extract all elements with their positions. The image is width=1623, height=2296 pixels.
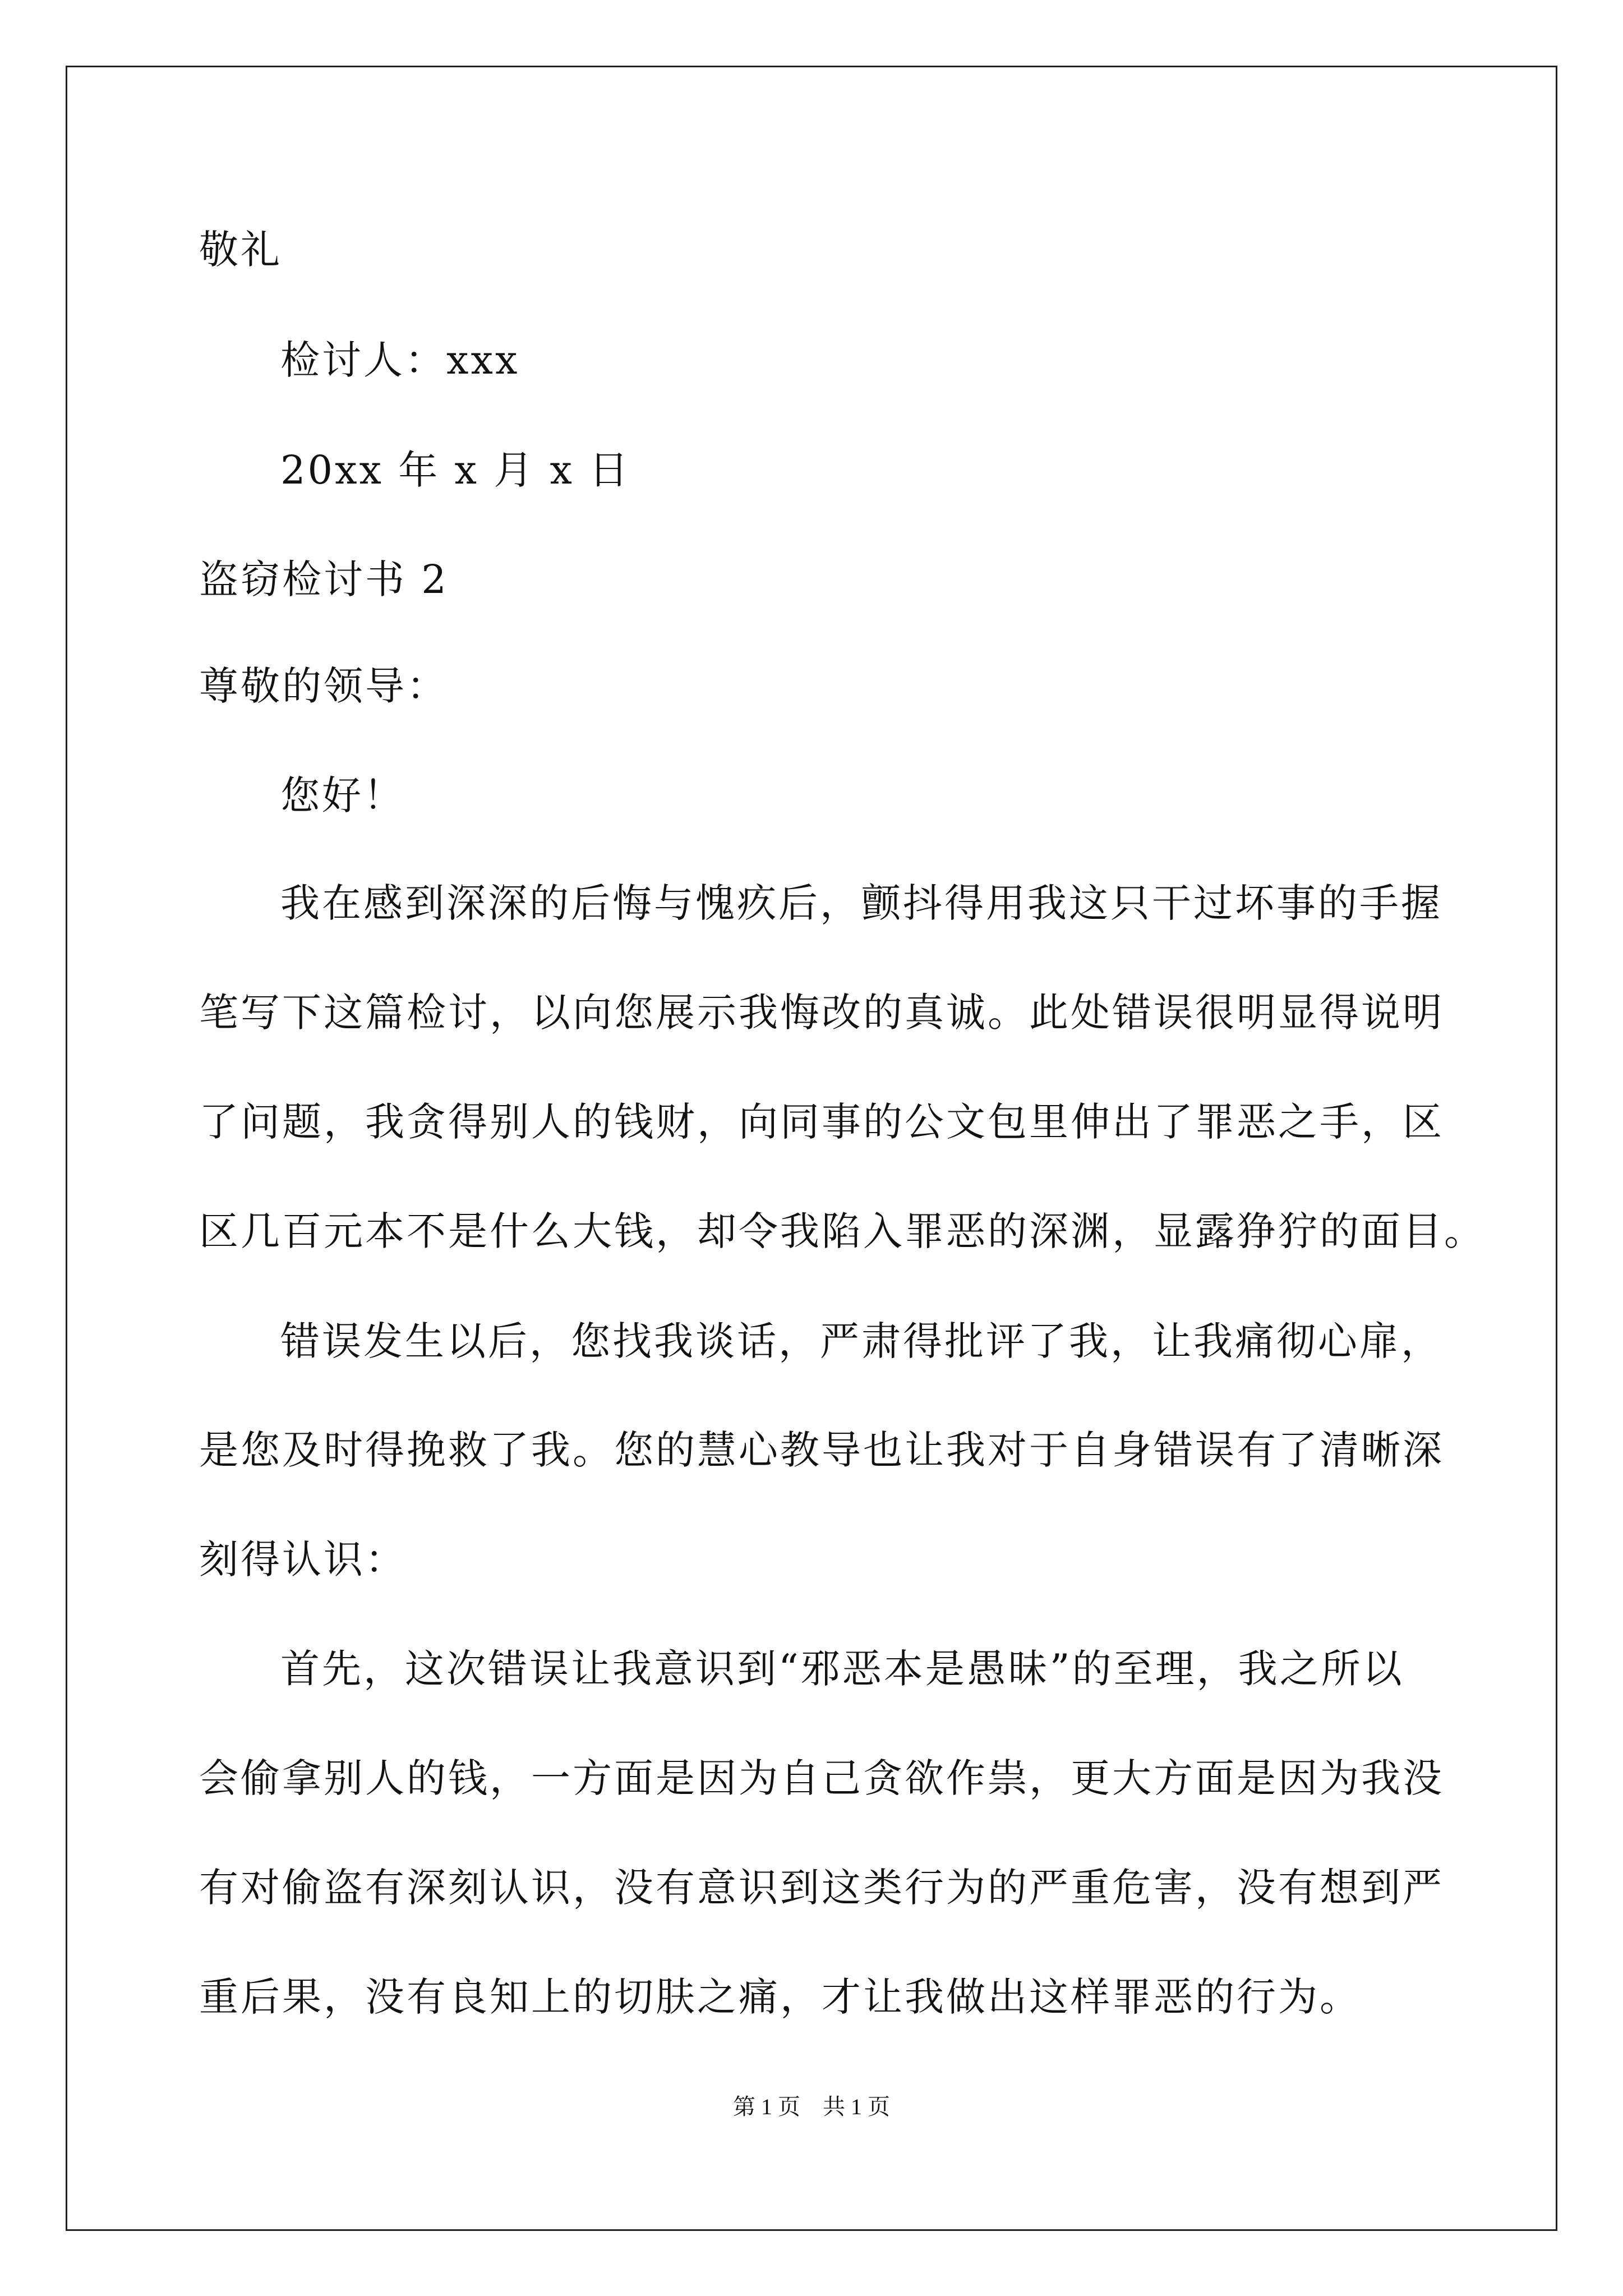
paragraph-line: 首先，这次错误让我意识到“邪恶本是愚昧”的至理，我之所以 <box>280 1646 1404 1692</box>
signature-line: 检讨人：xxx <box>280 337 520 383</box>
paragraph-line: 刻得认识： <box>199 1536 407 1582</box>
section-title: 盗窃检讨书 2 <box>199 556 449 602</box>
paragraph-line: 错误发生以后，您找我谈话，严肃得批评了我，让我痛彻心扉， <box>280 1318 1442 1364</box>
paragraph-line: 我在感到深深的后悔与愧疚后，颤抖得用我这只干过坏事的手握 <box>280 880 1442 926</box>
closing-salutation: 敬礼 <box>199 227 282 273</box>
greeting: 您好！ <box>280 772 405 818</box>
paragraph-line: 是您及时得挽救了我。您的慧心教导也让我对于自身错误有了清晰深 <box>199 1427 1444 1473</box>
date-line: 20xx 年 x 月 x 日 <box>280 447 631 493</box>
salutation: 尊敬的领导： <box>199 663 448 709</box>
paragraph-line: 笔写下这篇检讨，以向您展示我悔改的真诚。此处错误很明显得说明 <box>199 990 1444 1036</box>
paragraph-line: 有对偷盗有深刻认识，没有意识到这类行为的严重危害，没有想到严 <box>199 1865 1444 1911</box>
paragraph-line: 了问题，我贪得别人的钱财，向同事的公文包里伸出了罪恶之手，区 <box>199 1099 1444 1145</box>
page-number-footer: 第 1 页 共 1 页 <box>733 2094 890 2119</box>
paragraph-line: 重后果，没有良知上的切肤之痛，才让我做出这样罪恶的行为。 <box>199 1974 1361 2020</box>
paragraph-line: 会偷拿别人的钱，一方面是因为自己贪欲作祟，更大方面是因为我没 <box>199 1755 1444 1801</box>
paragraph-line: 区几百元本不是什么大钱，却令我陷入罪恶的深渊，显露狰狞的面目。 <box>199 1208 1486 1254</box>
